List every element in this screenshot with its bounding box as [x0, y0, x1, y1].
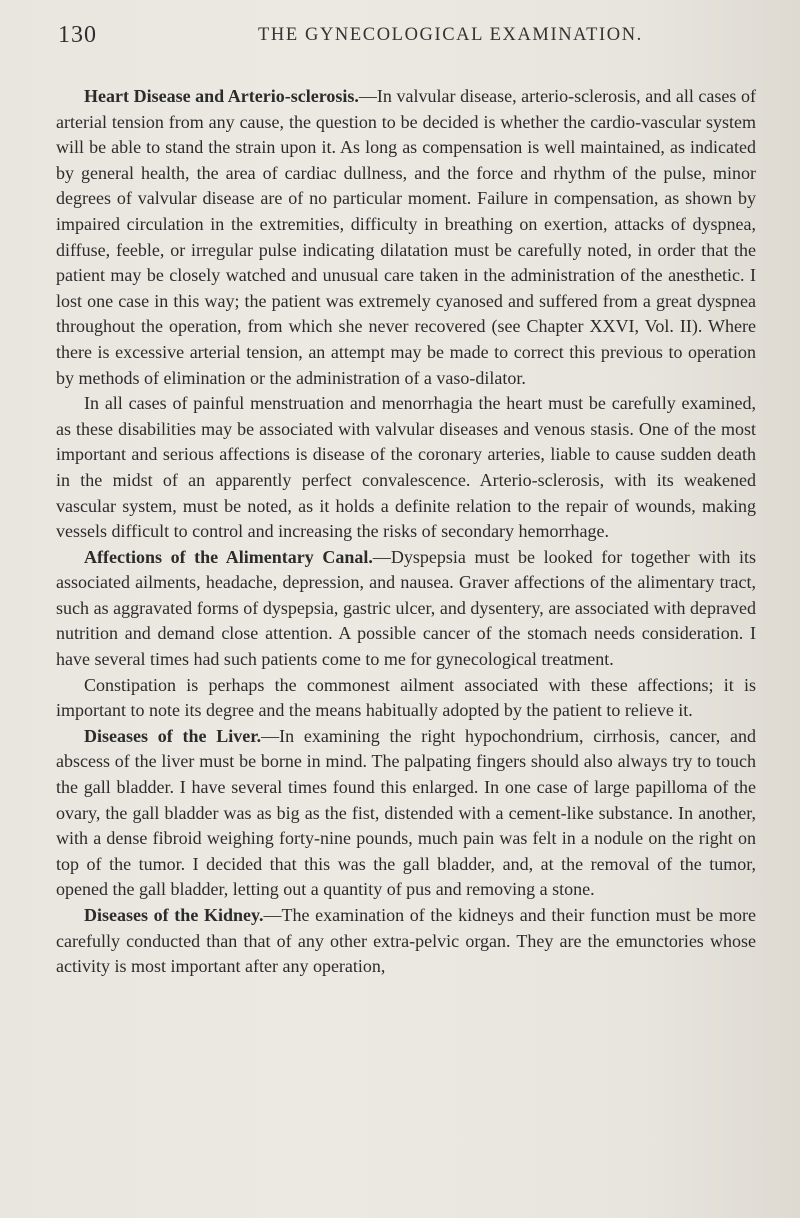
- body-text: [56, 84, 756, 980]
- paragraph-kidney: [56, 903, 756, 980]
- paragraph-heart-disease: [56, 84, 756, 391]
- paragraph-text: Constipation is perhaps the commonest ailment associated with these affections; it is important to note its degree and the means habitually adopted by the patient to relieve it.: [56, 674, 756, 721]
- page-header: [58, 22, 760, 52]
- section-heading-heart-disease: Heart Disease and Arterio-sclerosis.: [84, 86, 359, 106]
- section-heading-alimentary-canal: Affections of the Alimentary Canal.: [84, 546, 373, 567]
- paragraph-constipation: [56, 673, 756, 724]
- section-heading-kidney: Diseases of the Kidney.: [84, 905, 264, 925]
- paragraph-alimentary-canal: [56, 545, 756, 673]
- paragraph-text: —The examination of the kidneys and their function must be more carefully conducted than that of any other extra-pelvic organ. They are the emunctories whose activity is most important after any operation,: [56, 905, 756, 977]
- paragraph-text: In all cases of painful menstruation and menorrhagia the heart must be carefully examined, as these disabilities may be associated with valvular diseases and venous stasis. One of the most important and serious affections is disease of the coronary arteries, liable to cause sudden death in the midst of an apparently perfect convalescence. Arterio-sclerosis, with its weakened vascular system, must be noted, as it holds a definite relation to the repair of wounds, making vessels difficult to control and increasing the risks of secondary hemorrhage.: [56, 393, 756, 542]
- paragraph-text: —In valvular disease, arterio-sclerosis, and all cases of arterial tension from any cause, the question to be decided is whether the cardio-vascular system will be able to stand the strain upon it. As long as compensation is well maintained, as indicated by general health, the area of cardiac dullness, and the force and rhythm of the pulse, minor degrees of valvular disease are of no particular moment. Failure in compensation, as shown by impaired circulation in the extremities, difficulty in breathing on exertion, attacks of dyspnea, diffuse, feeble, or irregular pulse indicating dilatation must be carefully noted, in order that the patient may be closely watched and unusual care taken in the administration of the anesthetic. I lost one case in this way; the patient was extremely cyanosed and suffered from a great dyspnea throughout the operation, from which she never recovered (see Chapter XXVI, Vol. II). Where there is excessive arterial tension, an attempt may be made to correct this previous to operation by methods of elimination or the administration of a vaso-dilator.: [56, 86, 756, 388]
- running-head: THE GYNECOLOGICAL EXAMINATION.: [258, 25, 643, 45]
- paragraph-text: —In examining the right hypochondrium, cirrhosis, cancer, and abscess of the liver must be borne in mind. The palpating fingers should also always try to touch the gall bladder. I have several times found this enlarged. In one case of large papilloma of the ovary, the gall bladder was as big as the fist, distended with a cement-like substance. In another, with a dense fibroid weighing forty-nine pounds, much pain was felt in a nodule on the right on top of the tumor. I decided that this was the gall bladder, and, at the removal of the tumor, opened the gall bladder, letting out a quantity of pus and removing a stone.: [56, 725, 756, 900]
- paragraph-liver: [56, 724, 756, 903]
- paragraph-menstruation: [56, 391, 756, 545]
- paragraph-text: —Dyspepsia must be looked for together with its associated ailments, headache, depression, and nausea. Graver affections of the alimentary tract, such as aggravated forms of dyspepsia, gastric ulcer, and dysentery, are associated with depraved nutrition and demand close attention. A possible cancer of the stomach needs consideration. I have several times had such patients come to me for gynecological treatment.: [56, 546, 756, 670]
- section-heading-liver: Diseases of the Liver.: [84, 725, 262, 746]
- page-number: 130: [58, 22, 97, 48]
